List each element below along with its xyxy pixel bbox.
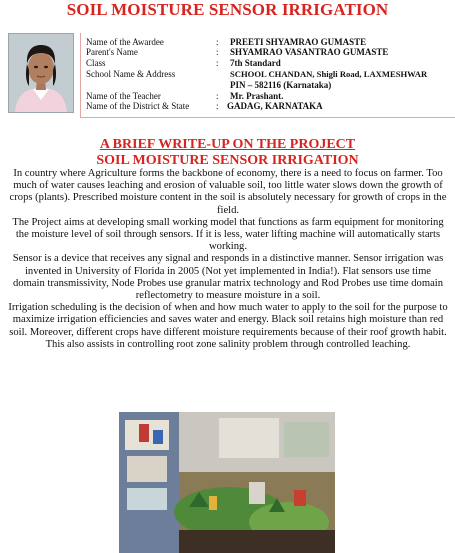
info-colon: : — [216, 37, 219, 47]
writeup-heading-text: A BRIEF WRITE-UP ON THE PROJECT — [99, 137, 356, 152]
info-colon: : — [216, 58, 219, 68]
info-value: SCHOOL CHANDAN, Shigli Road, LAXMESHWAR — [230, 69, 428, 79]
portrait-image — [9, 34, 73, 112]
paragraph: In country where Agriculture forms the backbone of economy, there is a need to focus on farmer. Too much of water causes leaching and erosion of valuable soil, too little water slows down the growth of crops (plants). Prescribed moisture content in the soil is absolutely necessary for growth of crops in the field. — [9, 168, 447, 216]
info-value-pin: PIN – 582116 (Karnataka) — [230, 80, 332, 90]
project-title: SOIL MOISTURE SENSOR IRRIGATION — [96, 153, 359, 168]
info-colon: : — [216, 91, 219, 101]
project-model-photo — [119, 412, 335, 553]
paragraph: This also assists in controlling root zone salinity problem through controlled leaching. — [45, 338, 411, 350]
info-label: Class — [86, 58, 106, 68]
info-value: SHYAMRAO VASANTRAO GUMASTE — [230, 47, 389, 57]
info-label: Name of the Teacher — [86, 91, 161, 101]
writeup-heading — [0, 137, 455, 153]
info-label: School Name & Address — [86, 69, 176, 79]
paragraph: Irrigation scheduling is the decision of when and how much water to apply to the soil for the purpose to maximize irrigation efficiencies and saves water and energy. Black soil retains high moisture than red soil. Moreover, different crops have different moisture requirements because of their roof growth habit. — [8, 302, 448, 338]
writeup-body — [8, 168, 448, 351]
awardee-photo — [8, 33, 74, 113]
paragraph: Sensor is a device that receives any signal and responds in a distinctive manner. Sensor irrigation was invented in University of Florida in 2005 (Not yet implemented in India!). Flat sensors use time domain transmissivity, Node Probes use granular matrix technology and Rod Probes use time domain reflectometry to measure moisture in a soil. — [12, 253, 444, 302]
page-title: SOIL MOISTURE SENSOR IRRIGATION — [66, 0, 389, 19]
paragraph: The Project aims at developing small working model that functions as farm equipment for monitoring the moisture level of soil through sensors. If it is less, water lifting machine will automatically starts working. — [12, 216, 444, 253]
info-label: Parent's Name — [86, 47, 138, 57]
info-colon: : — [216, 47, 219, 57]
model-image — [119, 412, 335, 553]
info-label: Name of the Awardee — [86, 37, 164, 47]
info-value: GADAG, KARNATAKA — [227, 101, 323, 111]
info-value: Mr. Prashant. — [230, 91, 284, 101]
info-label: Name of the District & State — [86, 101, 190, 111]
info-colon: : — [216, 101, 219, 111]
info-value: PREETI SHYAMRAO GUMASTE — [230, 37, 367, 47]
info-value: 7th Standard — [230, 58, 281, 68]
